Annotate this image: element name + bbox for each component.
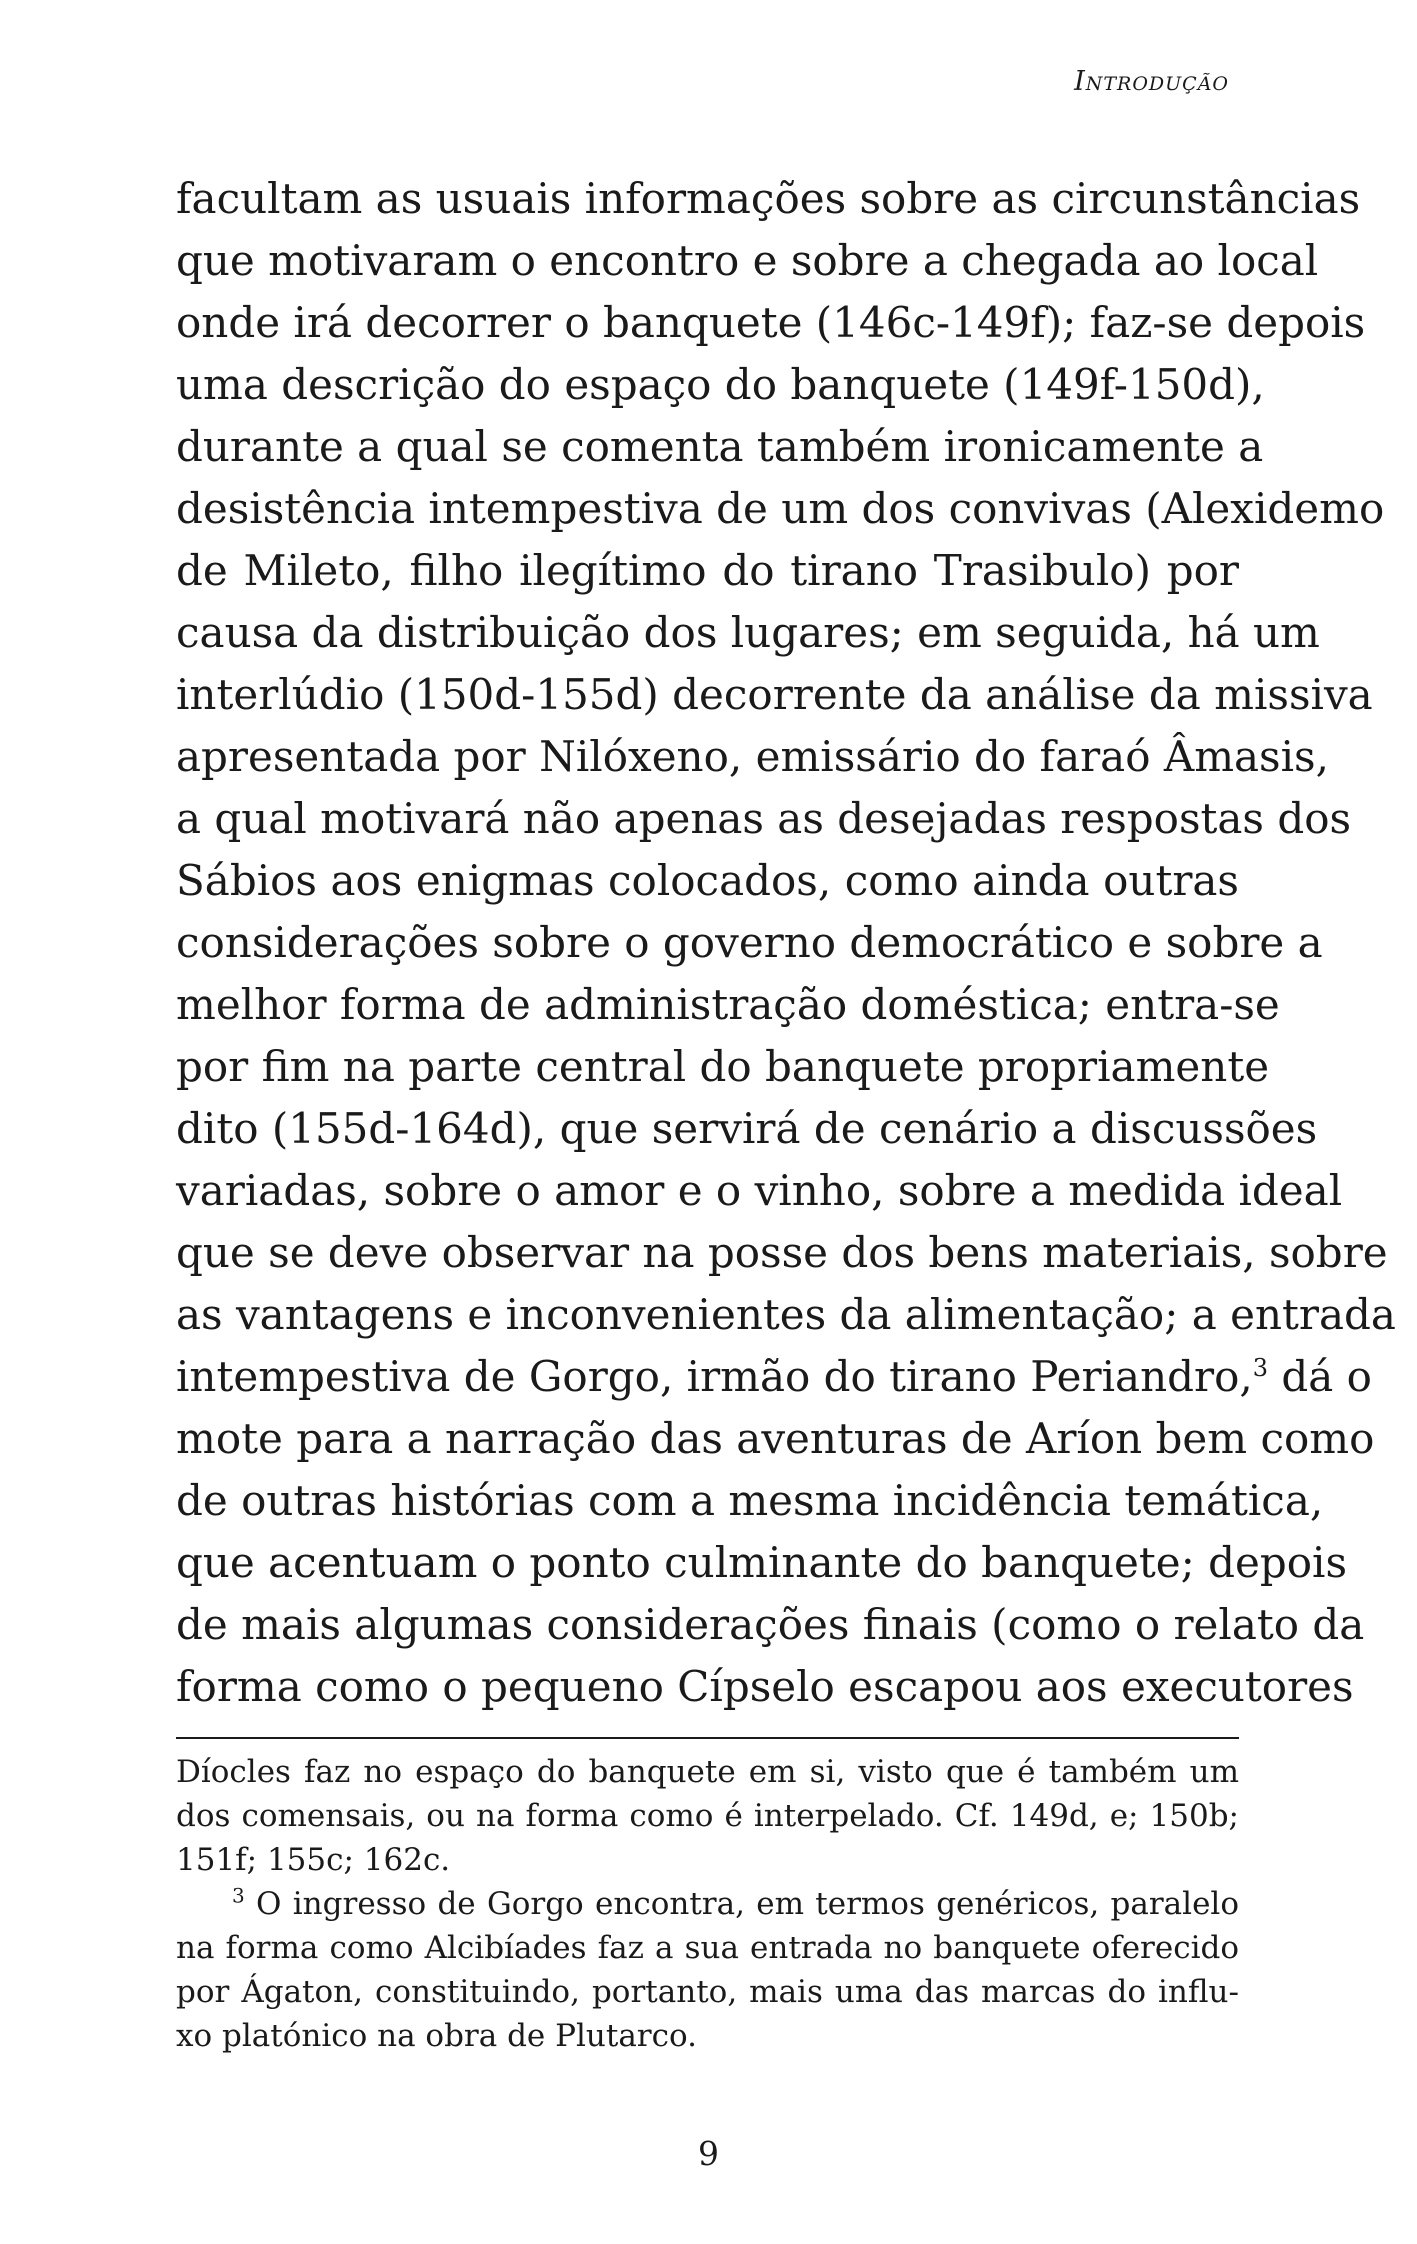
footnote-text: O ingresso de Gorgo encontra, em termos genéricos, paralelo	[244, 1886, 1239, 1922]
text-line: mote para a narração das aventuras de Aríon bem como	[176, 1414, 1375, 1463]
text-line: de Mileto, filho ilegítimo do tirano Trasibulo) por	[176, 546, 1239, 595]
text-line: apresentada por Nilóxeno, emissário do faraó Âmasis,	[176, 732, 1329, 781]
text-line: causa da distribuição dos lugares; em seguida, há um	[176, 608, 1320, 657]
text-segment: intempestiva de Gorgo, irmão do tirano Periandro,	[176, 1352, 1253, 1401]
text-line: desistência intempestiva de um dos convivas (Alexidemo	[176, 484, 1385, 533]
text-line: facultam as usuais informações sobre as circunstâncias	[176, 174, 1361, 223]
text-segment: dá o	[1268, 1352, 1372, 1401]
text-line: interlúdio (150d-155d) decorrente da análise da missiva	[176, 670, 1373, 719]
text-line: dito (155d-164d), que servirá de cenário a discussões	[176, 1104, 1318, 1153]
footnote-line: Díocles faz no espaço do banquete em si, visto que é também um	[176, 1754, 1239, 1790]
text-line: que motivaram o encontro e sobre a chegada ao local	[176, 236, 1319, 285]
text-line: que se deve observar na posse dos bens materiais, sobre	[176, 1228, 1388, 1277]
text-line: a qual motivará não apenas as desejadas respostas dos	[176, 794, 1352, 843]
footnote-line: por Ágaton, constituindo, portanto, mais uma das marcas do influ-	[176, 1974, 1239, 2010]
text-line: durante a qual se comenta também ironicamente a	[176, 422, 1264, 471]
footnote-3-first-line	[176, 1882, 1239, 1926]
footnote-line: na forma como Alcibíades faz a sua entrada no banquete oferecido	[176, 1930, 1239, 1966]
text-line: por fim na parte central do banquete propriamente	[176, 1042, 1270, 1091]
text-line: considerações sobre o governo democrático e sobre a	[176, 918, 1323, 967]
footnote-line: 151f; 155c; 162c.	[176, 1842, 451, 1878]
footnotes	[176, 1750, 1239, 2058]
running-head: Introdução	[1074, 66, 1229, 97]
footnote-line: xo platónico na obra de Plutarco.	[176, 2018, 697, 2054]
body-text	[176, 168, 1396, 1718]
text-line: uma descrição do espaço do banquete (149f-150d),	[176, 360, 1265, 409]
text-line: melhor forma de administração doméstica; entra-se	[176, 980, 1280, 1029]
text-line: de mais algumas considerações finais (como o relato da	[176, 1600, 1365, 1649]
text-line: forma como o pequeno Cípselo escapou aos executores	[176, 1662, 1354, 1711]
text-line: Sábios aos enigmas colocados, como ainda outras	[176, 856, 1239, 905]
page-number: 9	[698, 2134, 719, 2173]
text-line: que acentuam o ponto culminante do banquete; depois	[176, 1538, 1348, 1587]
footnote-rule	[176, 1737, 1239, 1739]
text-line: variadas, sobre o amor e o vinho, sobre a medida ideal	[176, 1166, 1343, 1215]
footnote-marker-3: 3	[232, 1883, 245, 1908]
footnote-ref-3[interactable]: 3	[1252, 1354, 1269, 1382]
text-line-with-footnote-ref	[176, 1346, 1372, 1408]
text-line: as vantagens e inconvenientes da alimentação; a entrada	[176, 1290, 1396, 1339]
text-line: onde irá decorrer o banquete (146c-149f); faz-se depois	[176, 298, 1366, 347]
footnote-line: dos comensais, ou na forma como é interpelado. Cf. 149d, e; 150b;	[176, 1798, 1239, 1834]
text-line: de outras histórias com a mesma incidência temática,	[176, 1476, 1324, 1525]
